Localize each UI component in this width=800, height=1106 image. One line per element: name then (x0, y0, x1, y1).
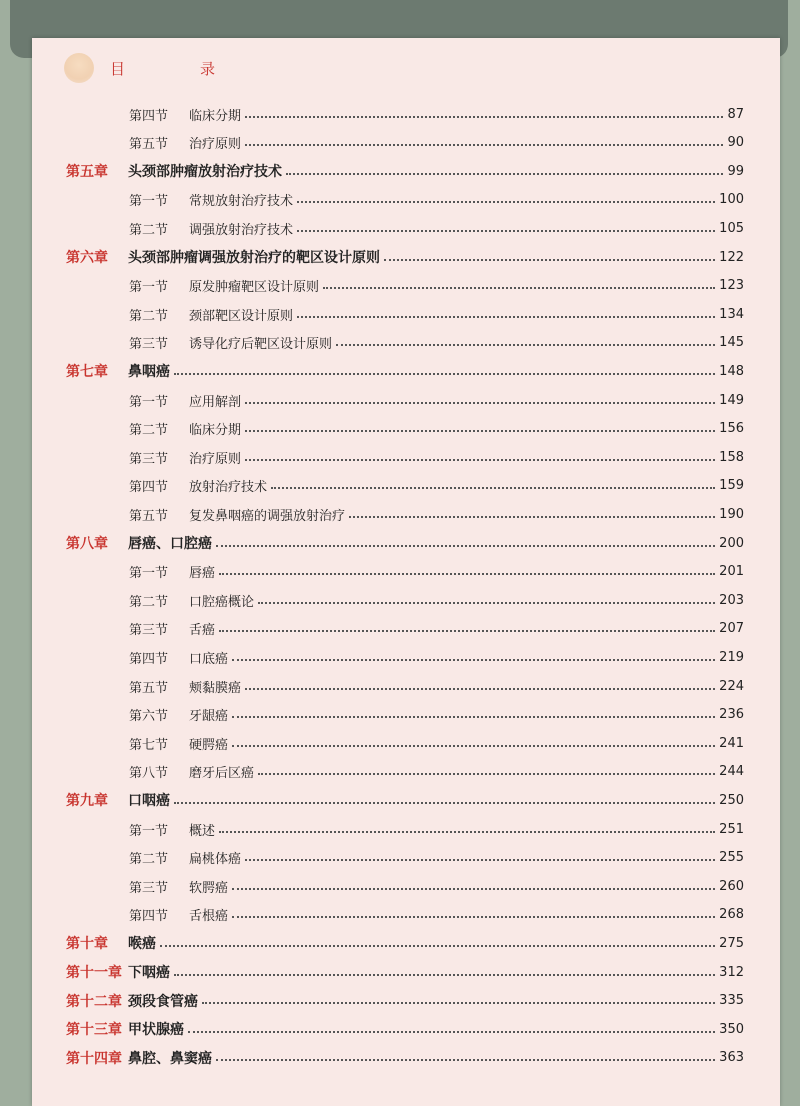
page-number: 335 (719, 993, 744, 1009)
dot-leader (258, 601, 715, 604)
page-number: 236 (719, 707, 744, 723)
dot-leader (245, 429, 715, 432)
toc-chapter-row[interactable] (32, 244, 780, 270)
page-title: 目 录 (110, 59, 246, 78)
section-number: 第五节 (129, 137, 169, 153)
dot-leader (232, 915, 715, 918)
dot-leader (323, 286, 715, 289)
page-number: 87 (727, 106, 744, 122)
toc-section-row[interactable] (32, 845, 780, 871)
toc-section-row[interactable] (32, 130, 780, 156)
entry-title-line (128, 530, 744, 556)
entry-title: 头颈部肿瘤调强放射治疗的靶区设计原则 (128, 250, 380, 266)
toc-chapter-row[interactable] (32, 930, 780, 956)
entry-title: 牙龈癌 (189, 709, 229, 725)
entry-title: 喉癌 (128, 936, 156, 953)
chapter-number: 第十四章 (66, 1050, 122, 1067)
entry-title-line (189, 330, 744, 356)
dot-leader (245, 401, 715, 404)
page-number: 105 (719, 220, 744, 236)
section-number: 第五节 (129, 508, 169, 524)
entry-title: 鼻咽癌 (128, 364, 170, 381)
page-number: 363 (719, 1050, 744, 1066)
entry-title: 放射治疗技术 (189, 480, 268, 496)
entry-title-line (189, 816, 744, 842)
section-number: 第四节 (129, 909, 169, 925)
toc-section-row[interactable] (32, 215, 780, 241)
page-number: 275 (719, 935, 744, 951)
entry-title: 治疗原则 (189, 137, 242, 153)
page-number: 99 (727, 163, 744, 179)
section-number: 第二节 (129, 308, 169, 324)
entry-title: 诱导化疗后靶区设计原则 (189, 337, 333, 353)
entry-title-line (189, 130, 744, 156)
toc-section-row[interactable] (32, 873, 780, 899)
page-number: 241 (719, 735, 744, 751)
entry-title: 鼻腔、鼻窦癌 (128, 1050, 212, 1067)
entry-title: 原发肿瘤靶区设计原则 (189, 280, 320, 296)
section-number: 第八节 (129, 766, 169, 782)
section-number: 第四节 (129, 108, 169, 124)
chapter-number: 第十一章 (66, 965, 122, 981)
toc-section-row[interactable] (32, 330, 780, 356)
dot-leader (245, 115, 723, 118)
dot-leader (245, 687, 715, 690)
entry-title-line (189, 387, 744, 413)
page-number: 219 (719, 649, 744, 665)
page-number: 268 (719, 907, 744, 923)
entry-title: 颈部靶区设计原则 (189, 308, 294, 324)
section-number: 第一节 (129, 823, 169, 839)
dot-leader (232, 658, 715, 661)
toc-chapter-row[interactable] (32, 530, 780, 556)
entry-title: 临床分期 (189, 108, 242, 124)
section-number: 第三节 (129, 451, 169, 467)
entry-title: 舌根癌 (189, 909, 229, 925)
section-number: 第一节 (129, 194, 169, 210)
dot-leader (160, 944, 715, 947)
entry-title: 复发鼻咽癌的调强放射治疗 (189, 508, 346, 524)
toc-chapter-row[interactable] (32, 787, 780, 813)
dot-leader (202, 1001, 715, 1004)
dot-leader (271, 486, 715, 489)
entry-title-line (189, 587, 744, 613)
entry-title-line (189, 845, 744, 871)
toc-section-row[interactable] (32, 644, 780, 670)
dot-leader (349, 515, 715, 518)
dot-leader (216, 544, 715, 547)
page-number: 90 (727, 135, 744, 151)
toc-section-row[interactable] (32, 673, 780, 699)
entry-title-line (189, 730, 744, 756)
entry-title-line (189, 873, 744, 899)
entry-title-line (189, 759, 744, 785)
toc-section-row[interactable] (32, 759, 780, 785)
toc-chapter-row[interactable] (32, 959, 780, 985)
toc-section-row[interactable] (32, 187, 780, 213)
dot-leader (174, 801, 715, 804)
page-number: 123 (719, 278, 744, 294)
entry-title-line (128, 244, 744, 270)
toc-section-row[interactable] (32, 501, 780, 527)
toc-page (32, 38, 780, 1106)
section-number: 第三节 (129, 880, 169, 896)
section-number: 第一节 (129, 280, 169, 296)
section-number: 第六节 (129, 709, 169, 725)
page-number: 158 (719, 449, 744, 465)
toc-chapter-row[interactable] (32, 358, 780, 384)
dot-leader (174, 973, 715, 976)
toc-section-row[interactable] (32, 730, 780, 756)
chapter-number: 第十章 (66, 936, 108, 953)
section-number: 第二节 (129, 594, 169, 610)
dot-leader (297, 200, 715, 203)
dot-leader (232, 744, 715, 747)
entry-title-line (189, 301, 744, 327)
logo-emblem (64, 53, 94, 83)
entry-title: 颈段食管癌 (128, 993, 198, 1010)
dot-leader (297, 315, 715, 318)
page-number: 250 (719, 792, 744, 808)
page-number: 350 (719, 1021, 744, 1037)
chapter-number: 第十二章 (66, 993, 122, 1010)
entry-title-line (189, 444, 744, 470)
toc-section-row[interactable] (32, 387, 780, 413)
dot-leader (216, 1058, 715, 1061)
page-number: 145 (719, 335, 744, 351)
dot-leader (232, 715, 715, 718)
entry-title: 治疗原则 (189, 451, 242, 467)
page-number: 122 (719, 249, 744, 265)
toc-section-row[interactable] (32, 559, 780, 585)
entry-title-line (189, 559, 744, 585)
entry-title-line (189, 644, 744, 670)
dot-leader (188, 1030, 715, 1033)
page-number: 224 (719, 678, 744, 694)
page-number: 244 (719, 764, 744, 780)
toc-section-row[interactable] (32, 702, 780, 728)
page-number: 148 (719, 363, 744, 379)
section-number: 第一节 (129, 566, 169, 582)
section-number: 第二节 (129, 423, 169, 439)
toc-chapter-row[interactable] (32, 1016, 780, 1042)
entry-title-line (189, 473, 744, 499)
entry-title-line (128, 358, 744, 384)
page-header (64, 52, 245, 84)
section-number: 第三节 (129, 337, 169, 353)
entry-title: 舌癌 (189, 623, 216, 639)
dot-leader (297, 229, 715, 232)
dot-leader (245, 458, 715, 461)
entry-title-line (128, 1045, 744, 1071)
entry-title: 软腭癌 (189, 880, 229, 896)
toc-section-row[interactable] (32, 902, 780, 928)
entry-title: 概述 (189, 823, 216, 839)
page-number: 207 (719, 621, 744, 637)
page-number: 156 (719, 421, 744, 437)
entry-title: 扁桃体癌 (189, 852, 242, 868)
entry-title-line (189, 501, 744, 527)
toc-section-row[interactable] (32, 816, 780, 842)
section-number: 第一节 (129, 394, 169, 410)
page-number: 149 (719, 392, 744, 408)
page-number: 159 (719, 478, 744, 494)
dot-leader (174, 372, 715, 375)
entry-title-line (189, 215, 744, 241)
chapter-number: 第八章 (66, 536, 108, 552)
entry-title-line (189, 616, 744, 642)
dot-leader (286, 172, 723, 175)
page-number: 203 (719, 592, 744, 608)
entry-title-line (128, 158, 744, 184)
entry-title: 唇癌 (189, 566, 216, 582)
chapter-number: 第五章 (66, 164, 108, 181)
entry-title-line (128, 787, 744, 813)
section-number: 第五节 (129, 680, 169, 696)
entry-title-line (128, 959, 744, 985)
entry-title: 唇癌、口腔癌 (128, 536, 212, 552)
section-number: 第四节 (129, 480, 169, 496)
entry-title-line (128, 1016, 744, 1042)
section-number: 第二节 (129, 852, 169, 868)
entry-title: 口底癌 (189, 651, 229, 667)
toc-section-row[interactable] (32, 301, 780, 327)
entry-title: 口腔癌概论 (189, 594, 255, 610)
dot-leader (258, 772, 715, 775)
toc-section-row[interactable] (32, 444, 780, 470)
section-number: 第二节 (129, 222, 169, 238)
toc-chapter-row[interactable] (32, 988, 780, 1014)
page-number: 100 (719, 192, 744, 208)
toc-chapter-row[interactable] (32, 1045, 780, 1071)
entry-title: 调强放射治疗技术 (189, 222, 294, 238)
dot-leader (245, 143, 723, 146)
entry-title: 常规放射治疗技术 (189, 194, 294, 210)
toc-section-row[interactable] (32, 416, 780, 442)
entry-title-line (189, 187, 744, 213)
toc-section-row[interactable] (32, 616, 780, 642)
section-number: 第七节 (129, 737, 169, 753)
dot-leader (219, 830, 715, 833)
section-number: 第三节 (129, 623, 169, 639)
entry-title-line (128, 930, 744, 956)
entry-title-line (189, 702, 744, 728)
dot-leader (245, 858, 715, 861)
entry-title: 口咽癌 (128, 793, 170, 810)
chapter-number: 第六章 (66, 250, 108, 266)
entry-title: 头颈部肿瘤放射治疗技术 (128, 164, 282, 181)
page-number: 134 (719, 306, 744, 322)
toc-section-row[interactable] (32, 587, 780, 613)
entry-title: 颊黏膜癌 (189, 680, 242, 696)
entry-title-line (189, 416, 744, 442)
page-number: 260 (719, 878, 744, 894)
page-number: 251 (719, 821, 744, 837)
entry-title: 甲状腺癌 (128, 1022, 184, 1039)
page-number: 255 (719, 850, 744, 866)
entry-title-line (189, 101, 744, 127)
entry-title: 应用解剖 (189, 394, 242, 410)
page-number: 201 (719, 564, 744, 580)
chapter-number: 第七章 (66, 364, 108, 381)
dot-leader (336, 343, 715, 346)
entry-title-line (128, 988, 744, 1014)
toc-section-row[interactable] (32, 273, 780, 299)
entry-title: 临床分期 (189, 423, 242, 439)
chapter-number: 第九章 (66, 793, 108, 810)
dot-leader (232, 887, 715, 890)
dot-leader (219, 572, 715, 575)
page-number: 190 (719, 506, 744, 522)
chapter-number: 第十三章 (66, 1022, 122, 1039)
dot-leader (384, 258, 715, 261)
section-number: 第四节 (129, 651, 169, 667)
page-number: 200 (719, 535, 744, 551)
toc-chapter-row[interactable] (32, 158, 780, 184)
entry-title: 下咽癌 (128, 965, 170, 981)
dot-leader (219, 629, 715, 632)
page-number: 312 (719, 964, 744, 980)
toc-section-row[interactable] (32, 473, 780, 499)
entry-title: 硬腭癌 (189, 737, 229, 753)
entry-title: 磨牙后区癌 (189, 766, 255, 782)
toc-section-row[interactable] (32, 101, 780, 127)
entry-title-line (189, 902, 744, 928)
entry-title-line (189, 273, 744, 299)
entry-title-line (189, 673, 744, 699)
